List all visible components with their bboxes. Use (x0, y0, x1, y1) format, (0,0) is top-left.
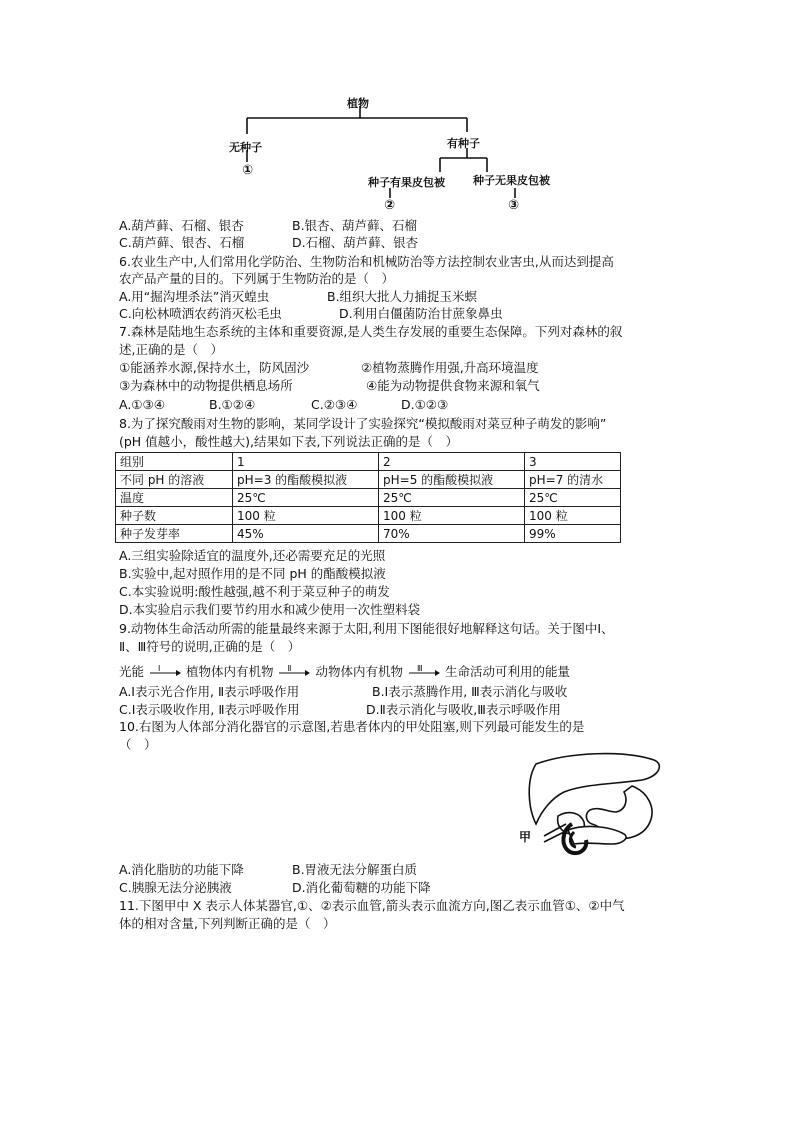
q8-option-a[interactable]: A.三组实验除适宜的温度外,还必需要充足的光照 (119, 548, 386, 563)
q8-stem-line2: (pH 值越小，酸性越大),结果如下表,下列说法正确的是（ ） (119, 434, 459, 449)
table-cell: pH=3 的酯酸模拟液 (233, 471, 379, 489)
tree-mark-3: ③ (508, 198, 520, 213)
table-cell: pH=5 的酯酸模拟液 (379, 471, 525, 489)
table-row (116, 471, 621, 489)
digestive-organs-diagram (514, 750, 664, 862)
q7-option-b[interactable]: B.①②④ (209, 397, 256, 412)
q10-option-d[interactable]: D.消化葡萄糖的功能下降 (292, 880, 431, 895)
blockage-label-jia: 甲 (519, 830, 532, 844)
flow-step-light: 光能 (119, 664, 145, 679)
tree-no-seed-label: 无种子 (229, 141, 262, 154)
arrow-3-label: Ⅲ (416, 663, 423, 673)
q9-stem-line2: Ⅱ、Ⅲ符号的说明,正确的是（ ） (119, 639, 301, 654)
experiment-table (115, 452, 621, 543)
q8-stem-line1: 8.为了探究酸雨对生物的影响，某同学设计了实验探究“模拟酸雨对菜豆种子萌发的影响” (119, 416, 607, 431)
arrow-1 (148, 663, 182, 680)
table-cell: 1 (233, 453, 379, 471)
tree-gymnosperm-label: 种子无果皮包被 (473, 174, 550, 187)
q10-option-a[interactable]: A.消化脂肪的功能下降 (119, 862, 244, 877)
q11-stem-line2: 体的相对含量,下列判断正确的是（ ） (119, 916, 336, 931)
q10-options-row2 (119, 880, 431, 896)
table-cell: 100 粒 (379, 507, 525, 525)
q9-option-a[interactable]: A.Ⅰ表示光合作用, Ⅱ表示呼吸作用 (119, 684, 300, 699)
q5-option-b[interactable]: B.银杏、葫芦藓、石榴 (292, 218, 418, 233)
q8-option-b[interactable]: B.实验中,起对照作用的是不同 pH 的酯酸模拟液 (119, 566, 386, 581)
table-cell: 种子发芽率 (116, 525, 233, 543)
table-cell: 99% (525, 525, 621, 543)
q6-stem-line2: 农产品产量的目的。下列属于生物防治的是（ ） (119, 271, 395, 286)
table-row (116, 525, 621, 543)
table-cell: 25℃ (233, 489, 379, 507)
table-row (116, 453, 621, 471)
energy-flow-diagram (119, 664, 570, 680)
q7-statement-1: ①能涵养水源,保持水土，防风固沙 (119, 360, 310, 375)
q6-option-b[interactable]: B.组织大批人力捕捉玉米螟 (327, 289, 478, 304)
q7-option-a[interactable]: A.①③④ (119, 397, 165, 412)
q8-option-c[interactable]: C.本实验说明:酸性越强,越不利于菜豆种子的萌发 (119, 584, 390, 599)
table-cell: 不同 pH 的溶液 (116, 471, 233, 489)
arrow-1-icon (148, 666, 182, 680)
arrow-3-icon (407, 666, 441, 680)
q7-statements-row1 (119, 360, 539, 376)
q10-option-c[interactable]: C.胰腺无法分泌胰液 (119, 880, 232, 895)
q8-option-d[interactable]: D.本实验启示我们要节约用水和减少使用一次性塑料袋 (119, 602, 421, 617)
tree-root-label: 植物 (347, 97, 369, 110)
q5-options-row1 (119, 218, 418, 234)
table-cell: 25℃ (525, 489, 621, 507)
q7-stem-line2: 述,正确的是（ ） (119, 342, 223, 357)
q6-option-a[interactable]: A.用“掘沟埋杀法”消灭蝗虫 (119, 289, 270, 304)
q9-options-row2 (119, 702, 561, 718)
table-row (116, 489, 621, 507)
table-cell: 组别 (116, 453, 233, 471)
arrow-1-label: Ⅰ (158, 663, 161, 673)
flow-step-animal: 动物体内有机物 (315, 664, 403, 679)
arrow-2-icon (277, 666, 311, 680)
q7-stem-line1: 7.森林是陆地生态系统的主体和重要资源,是人类生存发展的重要生态保障。下列对森林的叙 (119, 324, 623, 339)
q10-stem-line1: 10.右图为人体部分消化器官的示意图,若患者体内的甲处阻塞,则下列最可能发生的是 (119, 719, 585, 734)
q9-option-b[interactable]: B.Ⅰ表示蒸腾作用, Ⅲ表示消化与吸收 (372, 684, 568, 699)
table-cell: 45% (233, 525, 379, 543)
q10-stem-line2: （ ） (119, 737, 157, 752)
q7-option-d[interactable]: D.①②③ (401, 397, 449, 412)
arrow-3 (407, 663, 441, 680)
q7-statement-2: ②植物蒸腾作用强,升高环境温度 (361, 360, 539, 375)
table-cell: 3 (525, 453, 621, 471)
q5-options-row2 (119, 235, 419, 251)
q7-option-c[interactable]: C.②③④ (311, 397, 358, 412)
q7-statement-3: ③为森林中的动物提供栖息场所 (119, 378, 293, 393)
table-cell: 种子数 (116, 507, 233, 525)
q9-option-d[interactable]: D.Ⅱ表示消化与吸收,Ⅲ表示呼吸作用 (366, 702, 561, 717)
arrow-2-label: Ⅱ (287, 663, 292, 673)
tree-mark-2: ② (384, 198, 396, 213)
table-row (116, 507, 621, 525)
arrow-2 (277, 663, 311, 680)
table-cell: 25℃ (379, 489, 525, 507)
q7-statement-4: ④能为动物提供食物来源和氧气 (366, 378, 540, 393)
q5-option-a[interactable]: A.葫芦藓、石榴、银杏 (119, 218, 244, 233)
q9-stem-line1: 9.动物体生命活动所需的能量最终来源于太阳,利用下图能很好地解释这句话。关于图中Ⅰ、 (119, 621, 614, 636)
q9-options-row1 (119, 684, 568, 700)
table-cell: 温度 (116, 489, 233, 507)
tree-seed-label: 有种子 (447, 137, 480, 150)
table-cell: 70% (379, 525, 525, 543)
q7-statements-row2 (119, 378, 540, 394)
tree-angiosperm-label: 种子有果皮包被 (368, 176, 445, 189)
q9-option-c[interactable]: C.Ⅰ表示吸收作用, Ⅱ表示呼吸作用 (119, 702, 300, 717)
q7-options (119, 397, 449, 413)
q6-stem-line1: 6.农业生产中,人们常用化学防治、生物防治和机械防治等方法控制农业害虫,从而达到提高 (119, 254, 614, 269)
table-cell: 2 (379, 453, 525, 471)
q10-options-row1 (119, 862, 418, 878)
q5-option-d[interactable]: D.石榴、葫芦藓、银杏 (292, 235, 419, 250)
q11-stem-line1: 11.下图甲中 X 表示人体某器官,①、②表示血管,箭头表示血流方向,图乙表示血管①、②中气 (119, 898, 625, 913)
table-cell: pH=7 的清水 (525, 471, 621, 489)
flow-step-energy: 生命活动可利用的能量 (444, 664, 570, 679)
tree-mark-1: ① (242, 163, 254, 178)
q10-option-b[interactable]: B.胃液无法分解蛋白质 (292, 862, 418, 877)
flow-step-plant: 植物体内有机物 (185, 664, 274, 679)
tree-lines (225, 92, 585, 217)
q6-options-row2 (119, 306, 503, 322)
table-cell: 100 粒 (525, 507, 621, 525)
q5-option-c[interactable]: C.葫芦藓、银杏、石榴 (119, 235, 245, 250)
table-cell: 100 粒 (233, 507, 379, 525)
q6-option-c[interactable]: C.向松林喷洒农药消灭松毛虫 (119, 306, 282, 321)
q6-options-row1 (119, 289, 478, 305)
q6-option-d[interactable]: D.利用白僵菌防治甘蔗象鼻虫 (339, 306, 503, 321)
